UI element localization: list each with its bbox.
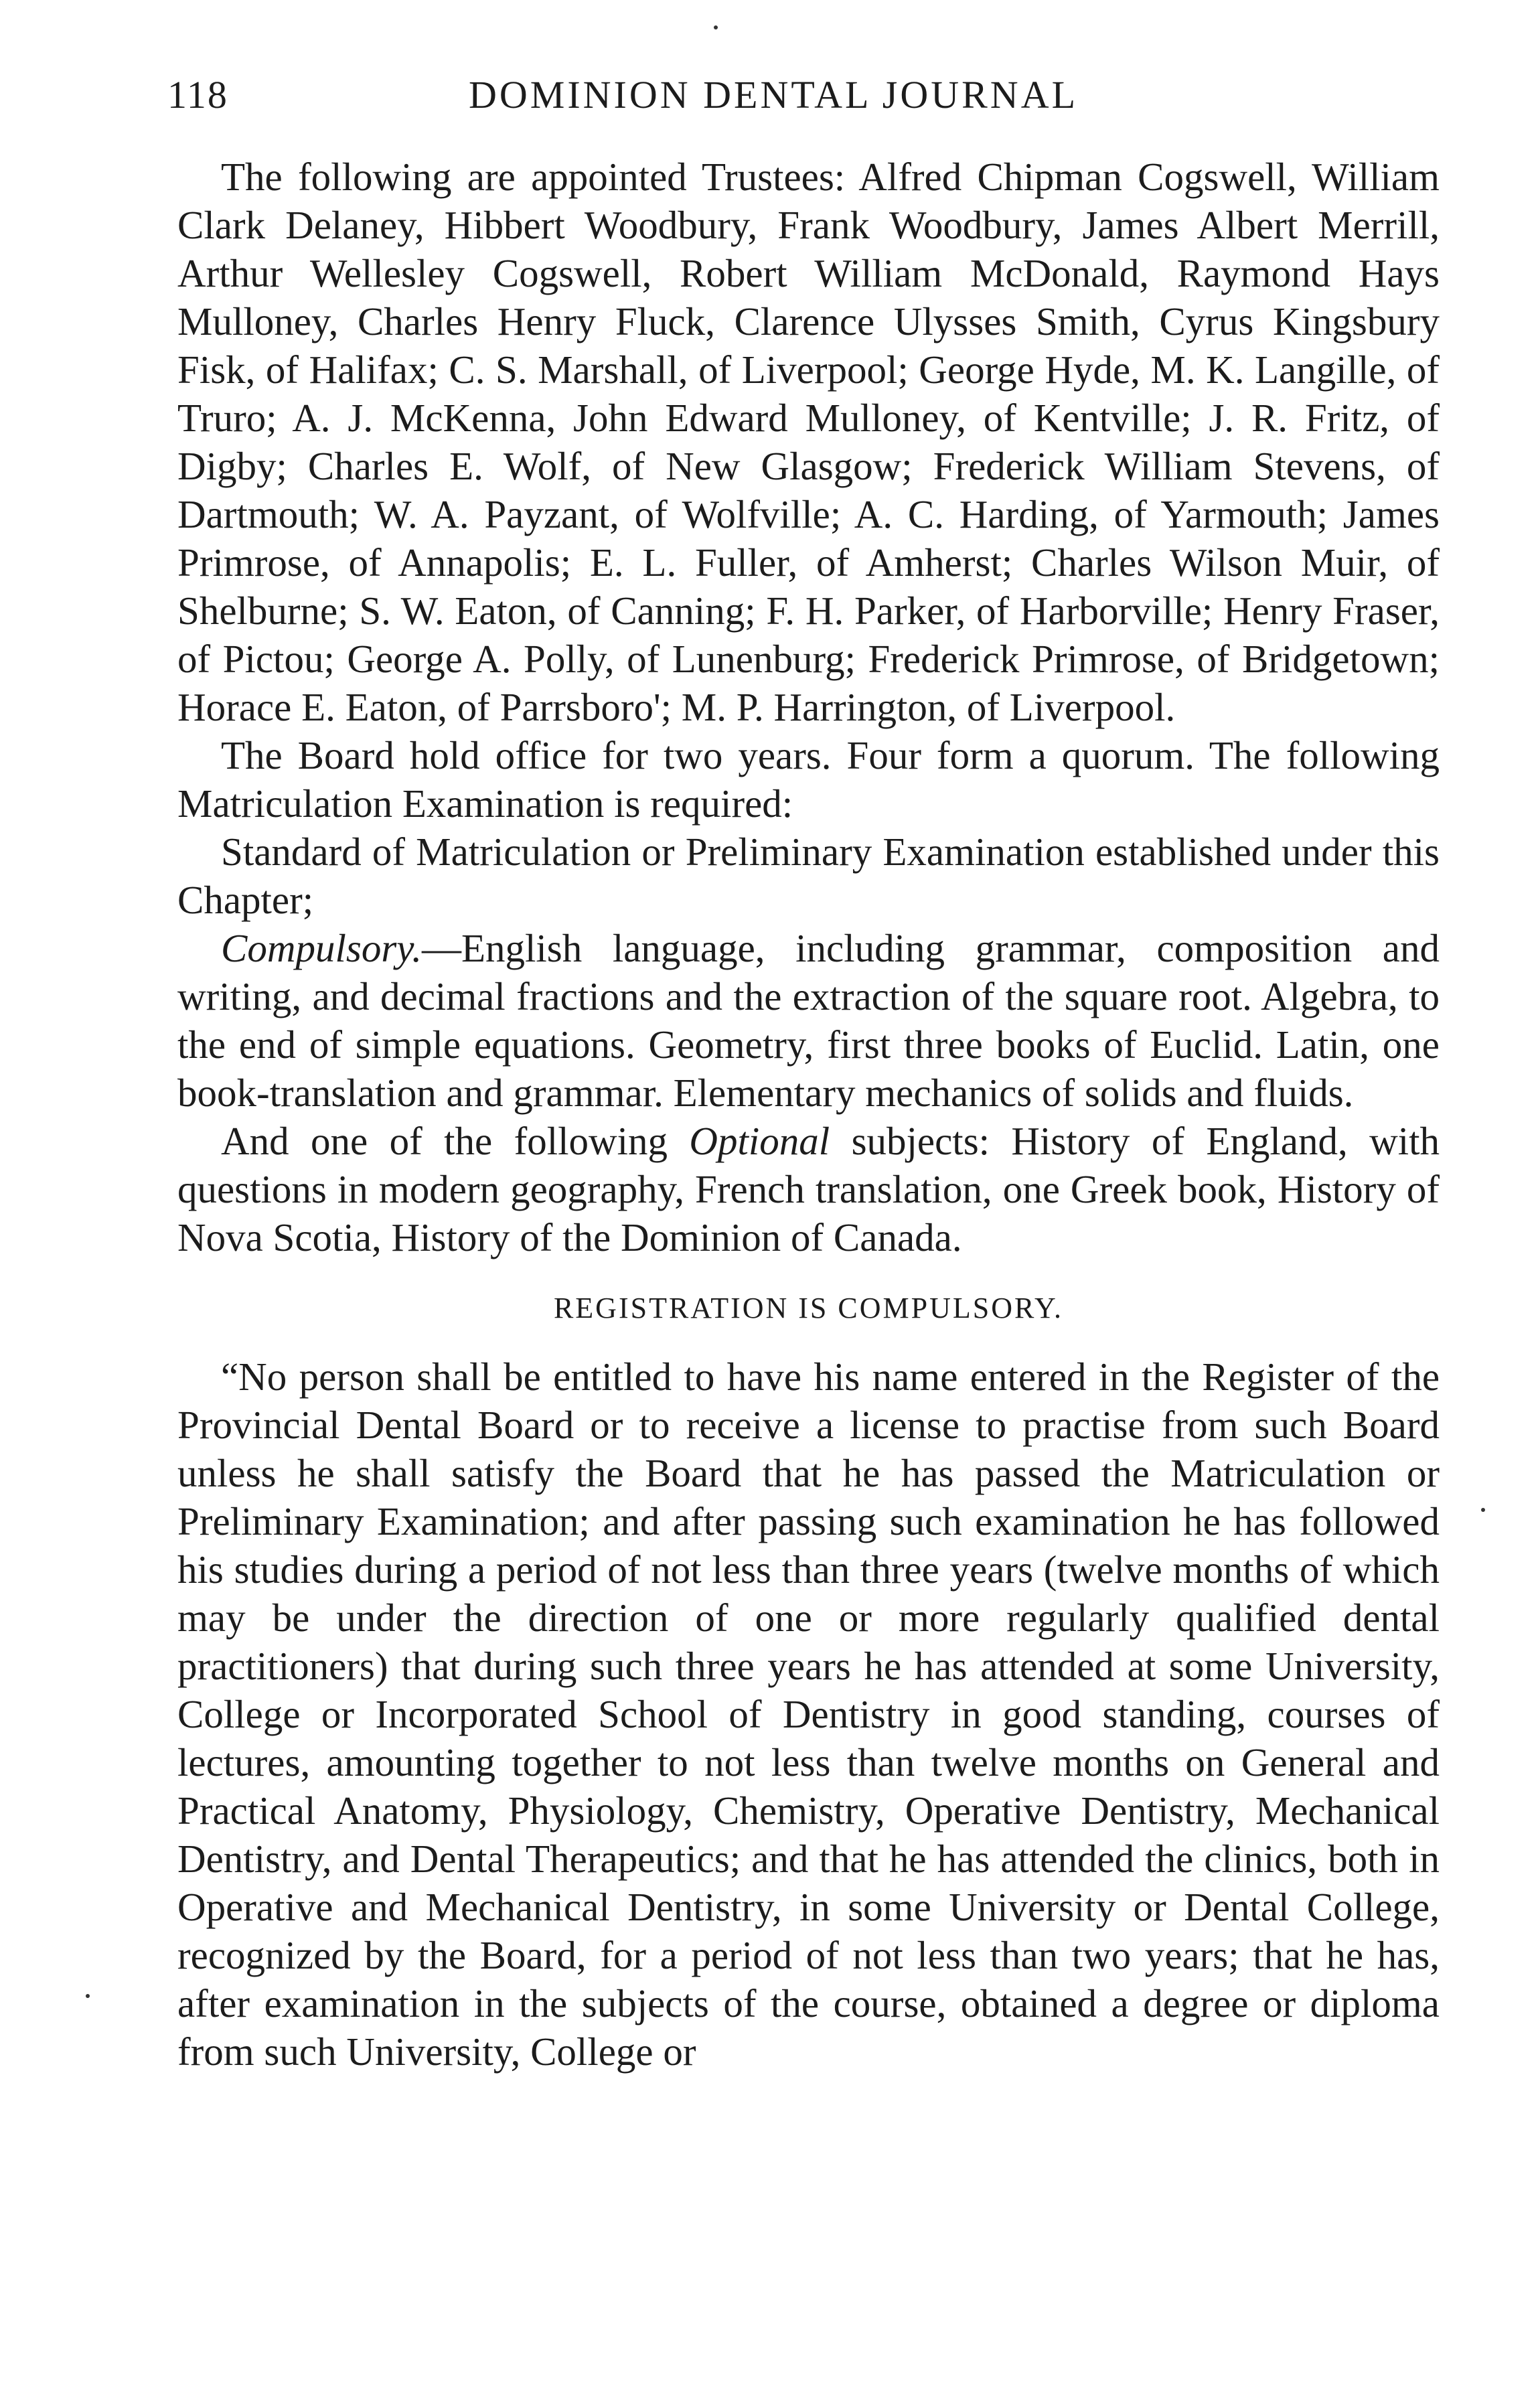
optional-paragraph bbox=[177, 1117, 1440, 1261]
journal-title: DOMINION DENTAL JOURNAL bbox=[469, 73, 1079, 117]
trustees-paragraph: The following are appointed Trustees: Alfred Chipman Cogswell, William Clark Delaney, Hibbert Woodbury, Frank Woodbury, James Albert Merrill, Arthur Wellesley Cogswell, Robert William McDonald, Raymond Hays Mulloney, Charles Henry Fluck, Clarence Ulysses Smith, Cyrus Kingsbury Fisk, of Halifax; C. S. Marshall, of Liverpool; George Hyde, M. K. Langille, of Truro; A. J. McKenna, John Edward Mulloney, of Kentville; J. R. Fritz, of Digby; Charles E. Wolf, of New Glasgow; Frederick William Stevens, of Dartmouth; W. A. Payzant, of Wolfville; A. C. Harding, of Yarmouth; James Primrose, of Annapolis; E. L. Fuller, of Amherst; Charles Wilson Muir, of Shelburne; S. W. Eaton, of Canning; F. H. Parker, of Harborville; Henry Fraser, of Pictou; George A. Polly, of Lunenburg; Frederick Primrose, of Bridgetown; Horace E. Eaton, of Parrsboro'; M. P. Harrington, of Liverpool. bbox=[177, 155, 1440, 729]
optional-text: subjects: History of England, with questions in modern geography, French translation, one Greek book, History of Nova Scotia, History of the Dominion of Canada. bbox=[177, 1119, 1440, 1259]
optional-label: Optional bbox=[689, 1119, 830, 1163]
running-header bbox=[167, 72, 1440, 126]
registration-paragraph: “No person shall be entitled to have his name entered in the Register of the Provincial Dental Board or to receive a license to practise from such Board unless he shall satisfy the Board that he has passed the Matriculation or Preliminary Examination; and after passing such examination he has followed his studies during a period of not less than three years (twelve months of which may be under the direction of one or more regularly qualified dental practitioners) that during such three years he has attended at some University, College or Incorporated School of Dentistry in good standing, courses of lectures, amounting together to not less than twelve months on General and Practical Anatomy, Physiology, Chemistry, Operative Dentistry, Mechanical Dentistry, and Dental Therapeutics; and that he has attended the clinics, both in Operative and Mechanical Dentistry, in some University or Dental College, recognized by the Board, for a period of not less than two years; that he has, after examination in the subjects of the course, obtained a degree or diploma from such University, College or bbox=[177, 1355, 1440, 2074]
page-number: 118 bbox=[167, 73, 228, 117]
board-office-paragraph: The Board hold office for two years. Four form a quorum. The following Matriculation Examination is required: bbox=[177, 733, 1440, 826]
compulsory-text: —English language, including grammar, composition and writing, and decimal fractions and the extraction of the square root. Algebra, to the end of simple equations. Geometry, first three books of Euclid. Latin, one book-translation and grammar. Elementary mechanics of solids and fluids. bbox=[177, 926, 1440, 1115]
print-speck bbox=[1481, 1508, 1485, 1512]
compulsory-label: Compulsory. bbox=[221, 926, 422, 970]
registration-heading: REGISTRATION IS COMPULSORY. bbox=[553, 1292, 1064, 1324]
print-speck bbox=[86, 1994, 90, 1998]
article-body bbox=[177, 153, 1440, 2076]
print-speck bbox=[714, 25, 718, 29]
compulsory-paragraph bbox=[177, 924, 1440, 1117]
optional-lead: And one of the following bbox=[221, 1119, 690, 1163]
standard-paragraph: Standard of Matriculation or Preliminary Examination established under this Chapter; bbox=[177, 830, 1440, 922]
